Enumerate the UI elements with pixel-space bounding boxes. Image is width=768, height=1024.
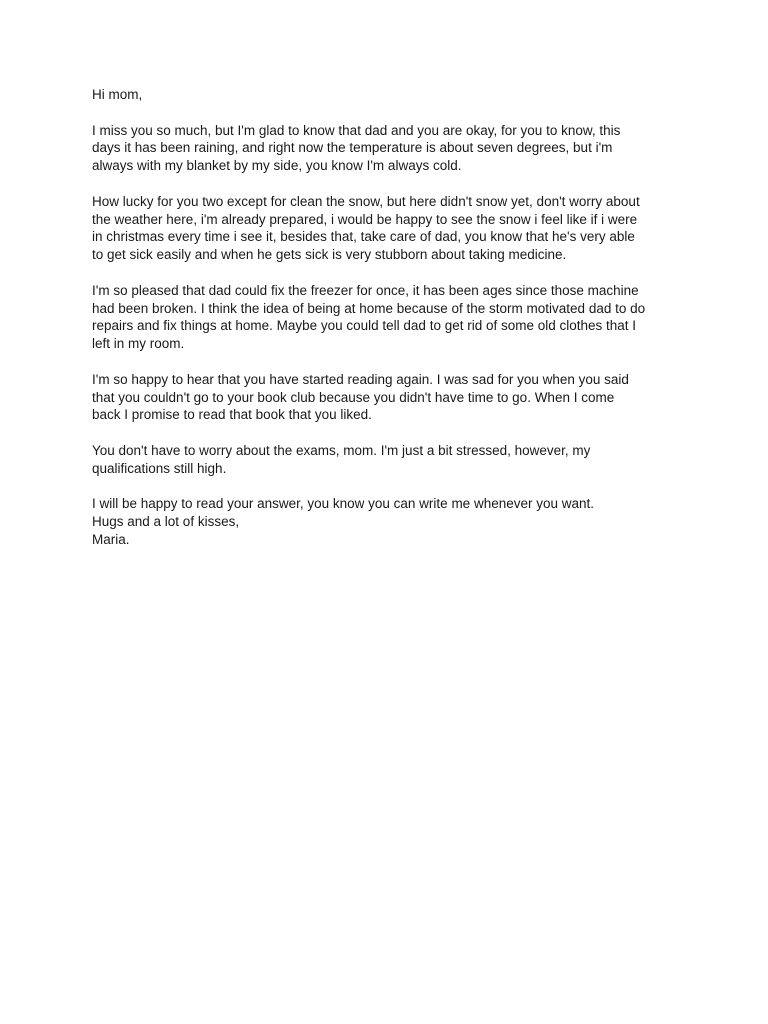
- paragraph-line: I'm so happy to hear that you have started reading again. I was sad for you when you said: [92, 371, 629, 387]
- paragraph-2: [92, 193, 692, 264]
- paragraph-5: [92, 442, 692, 478]
- paragraph-line: I miss you so much, but I'm glad to know that dad and you are okay, for you to know, this: [92, 122, 621, 138]
- paragraph-1: [92, 122, 692, 175]
- paragraph-line: had been broken. I think the idea of being at home because of the storm motivated dad to do: [92, 300, 646, 316]
- paragraph-3: [92, 282, 692, 353]
- paragraph-line: always with my blanket by my side, you know I'm always cold.: [92, 158, 462, 174]
- paragraph-line: in christmas every time i see it, besides that, take care of dad, you know that he's very able: [92, 229, 635, 245]
- paragraph-line: to get sick easily and when he gets sick is very stubborn about taking medicine.: [92, 247, 567, 263]
- signature-name: Maria.: [92, 531, 130, 547]
- paragraph-line: I'm so pleased that dad could fix the freezer for once, it has been ages since those machine: [92, 282, 639, 298]
- paragraph-line: qualifications still high.: [92, 460, 227, 476]
- closing-line: I will be happy to read your answer, you know you can write me whenever you want.: [92, 496, 595, 512]
- letter-closing: [92, 495, 692, 548]
- paragraph-line: How lucky for you two except for clean the snow, but here didn't snow yet, don't worry about: [92, 193, 640, 209]
- paragraph-4: [92, 371, 692, 424]
- paragraph-line: days it has been raining, and right now the temperature is about seven degrees, but i'm: [92, 140, 613, 156]
- paragraph-line: the weather here, i'm already prepared, i would be happy to see the snow i feel like if i were: [92, 211, 638, 227]
- closing-salutation: Hugs and a lot of kisses,: [92, 514, 240, 530]
- letter-greeting: [92, 86, 692, 104]
- paragraph-line: You don't have to worry about the exams, mom. I'm just a bit stressed, however, my: [92, 442, 591, 458]
- paragraph-line: left in my room.: [92, 336, 185, 352]
- paragraph-line: that you couldn't go to your book club because you didn't have time to go. When I come: [92, 389, 615, 405]
- paragraph-line: repairs and fix things at home. Maybe you could tell dad to get rid of some old clothes that I: [92, 318, 637, 334]
- paragraph-line: back I promise to read that book that you liked.: [92, 407, 372, 423]
- letter-body: [92, 86, 692, 567]
- greeting-line: Hi mom,: [92, 87, 143, 102]
